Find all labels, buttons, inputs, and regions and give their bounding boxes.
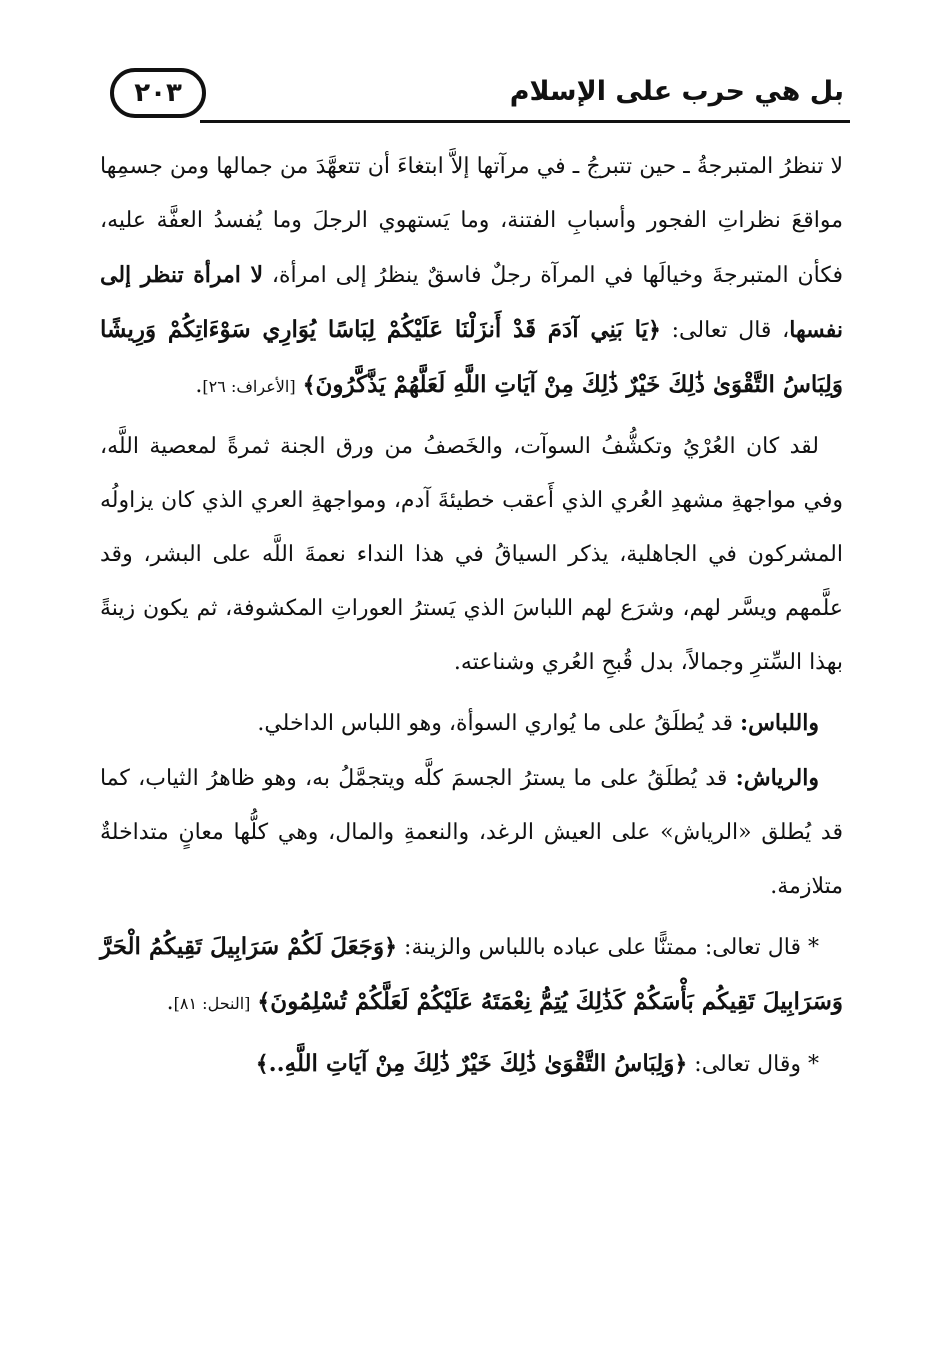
paragraph-text: لا تنظرُ المتبرجةُ ـ حين تتبرجُ ـ في مرآتها إلاَّ ابتغاءَ أن تتعهَّدَ من جمالها ومن جسمِها مواقعَ نظراتِ الفجور وأسبابِ الفتنة، وما يَستهوي الرجلَ وما يُفسدُ العفَّة عليه، فكأن المتبرجةَ وخيالَها في المرآة رجلٌ فاسقٌ ينظرُ إلى امرأة، — [100, 154, 843, 288]
bullet-star: * — [808, 1052, 819, 1077]
quran-bracket-close: ﴾ — [302, 372, 316, 398]
running-header-title: بل هي حرب على الإسلام — [509, 76, 844, 107]
paragraph-2 — [100, 420, 843, 690]
quran-bracket-open: ﴿ — [384, 934, 397, 960]
paragraph-text: ، قال تعالى: — [660, 318, 790, 343]
quran-verse: وَلِبَاسُ التَّقْوَىٰ ذَٰلِكَ خَيْرٌ ذَٰلِكَ مِنْ آيَاتِ اللَّهِ.. — [268, 1050, 675, 1077]
page-header — [110, 64, 850, 128]
quran-verse: وَجَعَلَ لَكُمْ سَرَابِيلَ تَقِيكُمُ الْحَرَّ وَسَرَابِيلَ تَقِيكُم بَأْسَكُمْ كَذَٰلِكَ يُتِمُّ نِعْمَتَهُ عَلَيْكُمْ لَعَلَّكُمْ تُسْلِمُونَ — [100, 933, 843, 1015]
emphasized-phrase: لا امرأة تنظر إلى نفسها — [100, 262, 843, 343]
page-number-frame — [110, 68, 206, 118]
term-label: واللباس: — [739, 710, 819, 736]
verse-reference: [النحل: ٨١] — [173, 994, 251, 1013]
paragraph-6 — [100, 1037, 843, 1092]
page-number: ٢٠٣ — [134, 78, 182, 108]
paragraph-text: وقال تعالى: — [687, 1052, 808, 1077]
quran-verse: يَا بَنِي آدَمَ قَدْ أَنزَلْنَا عَلَيْكُمْ لِبَاسًا يُوَارِي سَوْءَاتِكُمْ وَرِيشًا وَلِبَاسُ التَّقْوَىٰ ذَٰلِكَ خَيْرٌ ذَٰلِكَ مِنْ آيَاتِ اللَّهِ لَعَلَّهُمْ يَذَّكَّرُونَ — [100, 316, 843, 398]
quran-bracket-close: ﴾ — [255, 1051, 269, 1077]
header-rule — [200, 120, 850, 123]
paragraph-text: قال تعالى: ممتنًّا على عباده باللباس والزينة: — [397, 935, 808, 960]
paragraph-4 — [100, 751, 843, 914]
paragraph-1 — [100, 140, 843, 414]
term-label: والرياش: — [735, 765, 819, 791]
paragraph-text: لقد كان العُرْيُ وتكشُّفُ السوآت، والخَصفُ من ورق الجنة ثمرةً لمعصية اللَّه، وفي مواجهةِ مشهدِ العُري الذي أَعقب خطيئةَ آدم، ومواجهةِ العري الذي كان يزاولُه المشركون في الجاهلية، يذكر السياقُ في هذا النداء نعمةَ اللَّه على البشر، وقد علَّمهم ويسَّر لهم، وشرَع لهم اللباسَ الذي يَسترُ العوراتِ المكشوفة، ثم يكون زينةً بهذا السِّترِ وجمالاً، بدل قُبحِ العُري وشناعته. — [100, 434, 843, 675]
paragraph-3 — [100, 696, 843, 751]
quran-bracket-open: ﴿ — [648, 317, 661, 343]
paragraph-5 — [100, 920, 843, 1031]
quran-bracket-close: ﴾ — [257, 989, 271, 1015]
paragraph-end: . — [195, 373, 203, 398]
page-body — [100, 140, 843, 1092]
paragraph-end: . — [166, 990, 174, 1015]
paragraph-text: قد يُطلَقُ على ما يُواري السوأة، وهو اللباس الداخلي. — [257, 711, 740, 736]
bullet-star: * — [808, 935, 819, 960]
quran-bracket-open: ﴿ — [674, 1051, 688, 1077]
paragraph-text: قد يُطلَقُ على ما يسترُ الجسمَ كلَّه ويتجمَّلُ به، وهو ظاهرُ الثياب، كما قد يُطلق «الرياش» على العيش الرغد، والنعمةِ والمال، وهي كلُّها معانٍ متداخلةٌ متلازمة. — [100, 766, 843, 899]
verse-reference: [الأعراف: ٢٦] — [202, 377, 296, 396]
